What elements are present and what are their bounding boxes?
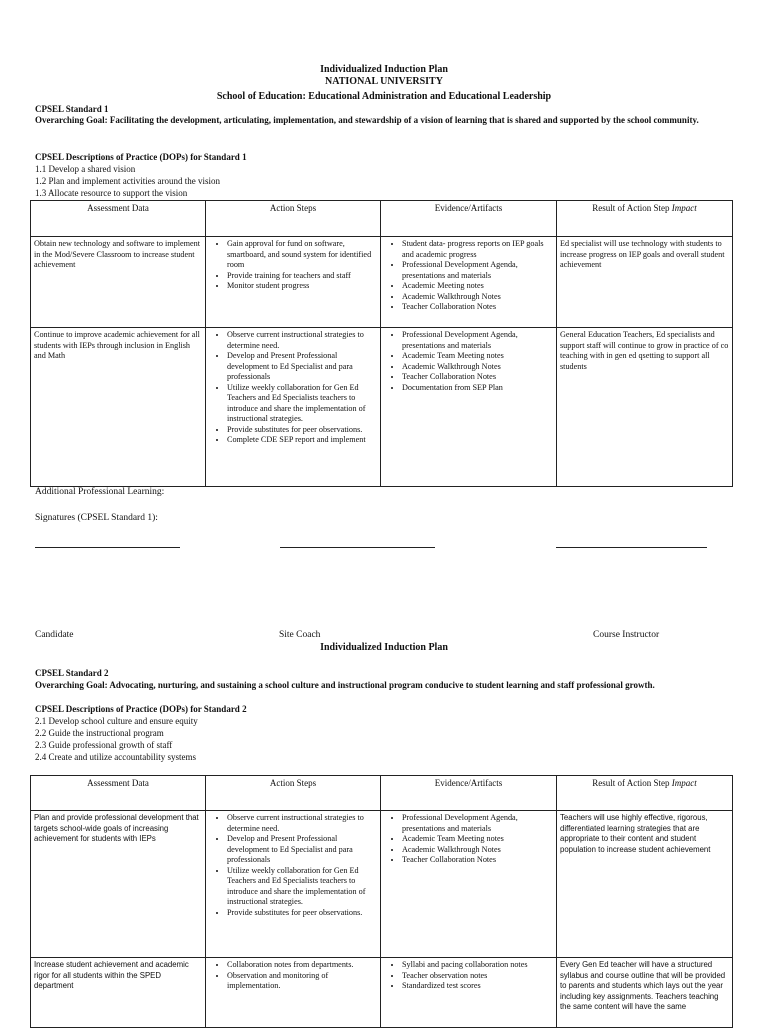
result-cell: Every Gen Ed teacher will have a structured syllabus and course outline that will be provided to parents and students which lays out the year including key assignments. Teachers teaching the same content will have the same (557, 958, 733, 1028)
evidence-cell (381, 237, 557, 328)
overarching-goal: Overarching Goal: Facilitating the development, articulating, implementation, and stewardship of a vision of learning that is shared and supported by the school community. (35, 115, 699, 125)
signature-line-instructor[interactable] (556, 547, 707, 548)
signature-label-instructor: Course Instructor (593, 630, 660, 640)
action-steps-cell (206, 958, 381, 1028)
list-item: • Observe current instructional strategies to determine need. (227, 330, 377, 351)
plan-title-2: Individualized Induction Plan (320, 642, 448, 653)
result-cell: Teachers will use highly effective, rigorous, differentiated learning strategies that are appropriate to their content and student population to increase student achievement (557, 811, 733, 958)
assessment-cell: Continue to improve academic achievement for all students with IEPs through inclusion in English and Math (31, 328, 206, 487)
table-row (31, 328, 733, 487)
dops-heading: CPSEL Descriptions of Practice (DOPs) for Standard 1 (35, 152, 247, 162)
action-steps-cell (206, 237, 381, 328)
action-steps-cell (206, 328, 381, 487)
additional-learning-label: Additional Professional Learning: (35, 487, 165, 497)
dop-item: 1.1 Develop a shared vision (35, 164, 136, 174)
assessment-cell: Obtain new technology and software to implement in the Mod/Severe Classroom to increase student achievement (31, 237, 206, 328)
plan-table-standard-1 (30, 200, 733, 487)
result-cell: General Education Teachers, Ed specialists and support staff will continue to grow in practice of co teaching with in gen ed qsetting to support all students (557, 328, 733, 487)
list-item: • Complete CDE SEP report and implement (227, 435, 377, 446)
header-evidence: Evidence/Artifacts (381, 201, 557, 237)
list-item: • Observation and monitoring of implementation. (227, 971, 377, 992)
list-item: • Teacher Collaboration Notes (402, 372, 553, 383)
list-item: • Academic Team Meeting notes (402, 834, 553, 845)
list-item: • Utilize weekly collaboration for Gen Ed Teachers and Ed Specialists teachers to introduce and share the implementation of instructional strategies. (227, 383, 377, 425)
list-item: • Standardized test scores (402, 981, 553, 992)
list-item: • Collaboration notes from departments. (227, 960, 377, 971)
evidence-cell (381, 811, 557, 958)
header-evidence: Evidence/Artifacts (381, 776, 557, 811)
header-result: Result of Action Step Impact (557, 201, 733, 237)
list-item: • Provide substitutes for peer observations. (227, 908, 377, 919)
list-item: • Monitor student progress (227, 281, 377, 292)
list-item: • Syllabi and pacing collaboration notes (402, 960, 553, 971)
list-item: • Teacher Collaboration Notes (402, 855, 553, 866)
standard-heading-2: CPSEL Standard 2 (35, 668, 109, 678)
signature-label-candidate: Candidate (35, 630, 74, 640)
table-row (31, 958, 733, 1028)
list-item: • Academic Walkthrough Notes (402, 362, 553, 373)
plan-table-standard-2 (30, 775, 733, 1028)
overarching-goal-2: Overarching Goal: Advocating, nurturing, and sustaining a school culture and instructional program conducive to student learning and staff professional growth. (35, 680, 655, 690)
list-item: • Professional Development Agenda, presentations and materials (402, 260, 553, 281)
dops-heading-2: CPSEL Descriptions of Practice (DOPs) for Standard 2 (35, 704, 247, 714)
list-item: • Academic Meeting notes (402, 281, 553, 292)
list-item: • Documentation from SEP Plan (402, 383, 553, 394)
list-item: • Student data- progress reports on IEP goals and academic progress (402, 239, 553, 260)
list-item: • Teacher Collaboration Notes (402, 302, 553, 313)
standard-heading: CPSEL Standard 1 (35, 104, 109, 114)
signature-line-site-coach[interactable] (280, 547, 435, 548)
dop-item: 2.2 Guide the instructional program (35, 728, 164, 738)
signature-label-site-coach: Site Coach (279, 630, 321, 640)
list-item: • Utilize weekly collaboration for Gen Ed Teachers and Ed Specialists teachers to introduce and share the implementation of instructional strategies. (227, 866, 377, 908)
dop-item: 2.3 Guide professional growth of staff (35, 740, 173, 750)
table-row (31, 237, 733, 328)
dop-item: 2.1 Develop school culture and ensure equity (35, 716, 198, 726)
list-item: • Academic Walkthrough Notes (402, 845, 553, 856)
header-assessment: Assessment Data (31, 201, 206, 237)
university-name: NATIONAL UNIVERSITY (325, 76, 443, 87)
assessment-cell: Plan and provide professional development that targets school-wide goals of increasing achievement for students with IEPs (31, 811, 206, 958)
evidence-cell (381, 958, 557, 1028)
header-action-steps: Action Steps (206, 201, 381, 237)
list-item: • Academic Team Meeting notes (402, 351, 553, 362)
signatures-label: Signatures (CPSEL Standard 1): (35, 513, 158, 523)
header-assessment: Assessment Data (31, 776, 206, 811)
list-item: • Professional Development Agenda, presentations and materials (402, 813, 553, 834)
assessment-cell: Increase student achievement and academic rigor for all students within the SPED department (31, 958, 206, 1028)
action-steps-cell (206, 811, 381, 958)
table-header-row (31, 776, 733, 811)
list-item: • Teacher observation notes (402, 971, 553, 982)
table-row (31, 811, 733, 958)
list-item: • Observe current instructional strategies to determine need. (227, 813, 377, 834)
list-item: • Academic Walkthrough Notes (402, 292, 553, 303)
list-item: • Professional Development Agenda, presentations and materials (402, 330, 553, 351)
list-item: • Gain approval for fund on software, smartboard, and sound system for identified room (227, 239, 377, 271)
dop-item: 2.4 Create and utilize accountability systems (35, 752, 196, 762)
dop-item: 1.2 Plan and implement activities around the vision (35, 176, 220, 186)
list-item: • Develop and Present Professional development to Ed Specialist and para professionals (227, 351, 377, 383)
evidence-cell (381, 328, 557, 487)
header-result: Result of Action Step Impact (557, 776, 733, 811)
result-cell: Ed specialist will use technology with students to increase progress on IEP goals and overall student achievement (557, 237, 733, 328)
list-item: • Provide training for teachers and staff (227, 271, 377, 282)
list-item: • Provide substitutes for peer observations. (227, 425, 377, 436)
list-item: • Develop and Present Professional development to Ed Specialist and para professionals (227, 834, 377, 866)
header-action-steps: Action Steps (206, 776, 381, 811)
school-name: School of Education: Educational Administration and Educational Leadership (216, 91, 552, 102)
dop-item: 1.3 Allocate resource to support the vision (35, 188, 188, 198)
table-header-row (31, 201, 733, 237)
signature-line-candidate[interactable] (35, 547, 180, 548)
plan-title: Individualized Induction Plan (320, 64, 448, 75)
